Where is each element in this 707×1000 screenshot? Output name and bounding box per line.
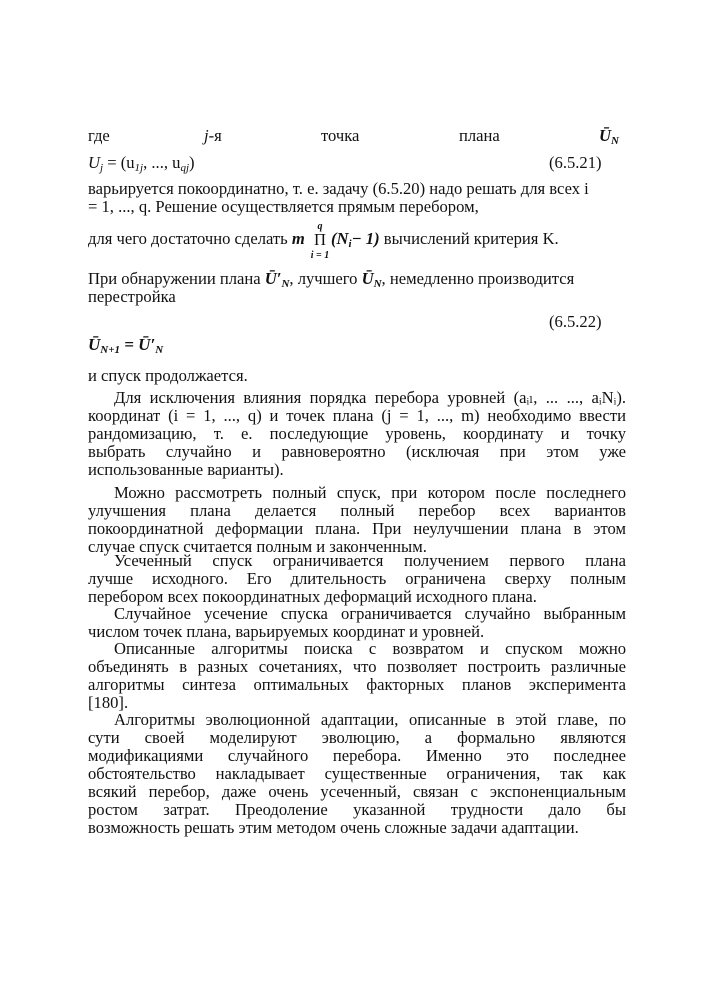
equation-6-5-21 (88, 154, 195, 172)
equation-number-6-5-21: (6.5.21) (549, 153, 602, 172)
product-upper-limit: q (317, 221, 323, 233)
text-line: варьируется покоординатно, т. е. задачу (6.5.20) надо решать для всех i (88, 179, 589, 198)
eq-lhs: Ū (88, 335, 101, 354)
product-expr (331, 229, 380, 248)
paragraph-2-line: улучшения плана делается полный перебор всех вариантов (88, 501, 626, 520)
eq-lhs-sub: N+1 (100, 344, 120, 356)
text-j-th (204, 127, 222, 145)
paragraph-2-line: покоординатной деформации плана. При неулучшении плана в этом (88, 519, 626, 538)
paragraph-3-line: Усеченный спуск ограничивается получением первого плана (114, 551, 626, 570)
eq-sub-j: j (99, 162, 104, 174)
text-where: где (88, 126, 110, 145)
text-plan: плана (459, 126, 500, 145)
equation-6-5-22 (88, 336, 163, 354)
eq-mid: , ..., u (143, 153, 181, 172)
product-line (88, 221, 559, 262)
product-symbol (309, 221, 331, 262)
paragraph-2-line: случае спуск считается полным и законченным. (88, 537, 427, 556)
text-a: При обнаружении плана (88, 269, 261, 288)
expr-sub-i: i (348, 238, 352, 250)
symbol-U-N (599, 127, 619, 145)
eq-rhs: = Ū′ (120, 335, 156, 354)
paragraph-1-line: Для исключения влияния порядка перебора уровней (aᵢₗ, ... ..., aᵢNᵢ). (114, 388, 626, 407)
paragraph-6-line: обстоятельство накладывает существенные ограничения, так как (88, 764, 626, 783)
suffix-ya: -я (208, 126, 222, 145)
text-line: и спуск продолжается. (88, 366, 248, 385)
paragraph-4-line: Случайное усечение спуска ограничивается случайно выбранным (114, 604, 626, 623)
symbol-U-prime: Ū′ (264, 269, 282, 288)
eq-close: ) (189, 153, 195, 172)
equation-number-6-5-22: (6.5.22) (549, 312, 602, 331)
product-lower-limit: i = 1 (310, 250, 330, 262)
eq-Uj: U (88, 153, 100, 172)
paragraph-2-line: Можно рассмотреть полный спуск, при котором после последнего (114, 483, 626, 502)
subscript-N: N (281, 278, 290, 290)
paragraph-3-line: лучше исходного. Его длительность ограничена сверху полным (88, 569, 626, 588)
text-before-product: для чего достаточно сделать (88, 229, 288, 248)
text-line: перестройка (88, 287, 176, 306)
paragraph-6-line: всякий перебор, даже очень усеченный, связан с экспоненциальным (88, 782, 626, 801)
paragraph-5-line: [180]. (88, 693, 129, 712)
var-m: m (291, 229, 305, 248)
eq-sub-1j: 1j (134, 162, 144, 174)
text-line: = 1, ..., q. Решение осуществляется прямым перебором, (88, 197, 479, 216)
paragraph-5-line: алгоритмы синтеза оптимальных факторных планов эксперимента (88, 675, 626, 694)
expr-open: (N (330, 229, 349, 248)
symbol-U: Ū (361, 269, 374, 288)
eq-rhs-sub: N (155, 344, 164, 356)
paragraph-1-line: координат (i = 1, ..., q) и точек плана (j = 1, ..., m) необходимо ввести (88, 406, 626, 425)
expr-close: − 1) (351, 229, 380, 248)
paragraph-1-line: рандомизацию, т. е. последующие уровень, координату и точку (88, 424, 626, 443)
paragraph-1-line: выбрать случайно и равновероятно (исключая при этом уже (88, 442, 626, 461)
paragraph-6-line: модификациями случайного перебора. Именно это последнее (88, 746, 626, 765)
text-part (88, 270, 574, 288)
paragraph-1-line: использованные варианты). (88, 460, 284, 479)
paragraph-3-line: перебором всех покоординатных деформаций исходного плана. (88, 587, 537, 606)
product-pi: Π (313, 230, 326, 250)
symbol-U-N (362, 269, 382, 288)
subscript-N: N (373, 278, 382, 290)
paragraph-6-line: сути своей моделируют эволюцию, а формально являются (88, 728, 626, 747)
eq-open: = (u (103, 153, 135, 172)
text-point: точка (321, 126, 360, 145)
paragraph-6-line: ростом затрат. Преодоление указанной трудности дало бы (88, 800, 626, 819)
var-j: j (204, 126, 209, 145)
text-line-plan-found (88, 270, 626, 288)
eq-sub-qj: qj (180, 162, 189, 174)
paragraph-5-line: Описанные алгоритмы поиска с возвратом и спуском можно (114, 639, 626, 658)
paragraph-6-line: возможность решать этим методом очень сложные задачи адаптации. (88, 818, 579, 837)
paragraph-6-line: Алгоритмы эволюционной адаптации, описанные в этой главе, по (114, 710, 626, 729)
subscript-N: N (610, 135, 619, 147)
paragraph-5-line: объединять в разных сочетаниях, что позволяет построить различные (88, 657, 626, 676)
text-b: , лучшего (289, 269, 358, 288)
text-c: , немедленно производится (381, 269, 575, 288)
symbol-U: Ū (599, 126, 611, 145)
paragraph-4-line: числом точек плана, варьируемых координат и уровней. (88, 622, 485, 641)
text-after-product: вычислений критерия K. (383, 229, 559, 248)
symbol-U-prime-N (265, 269, 290, 288)
